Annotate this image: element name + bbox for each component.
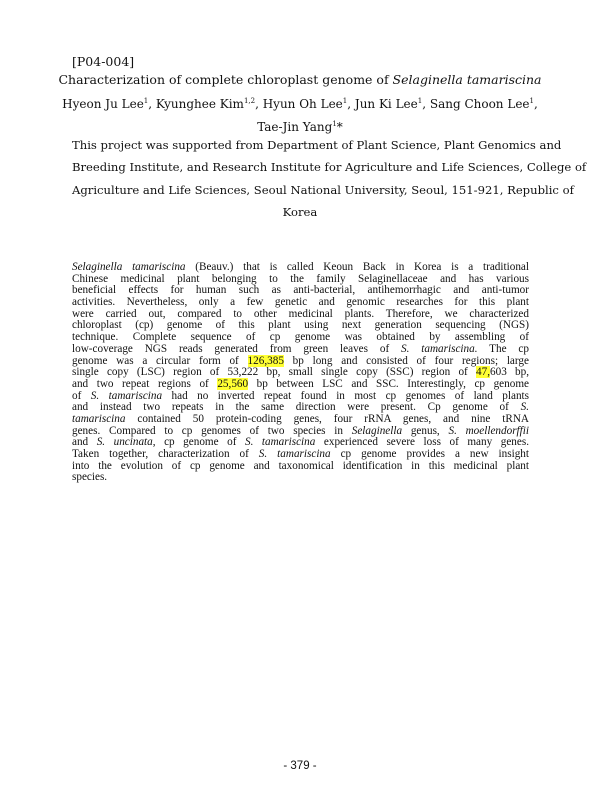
species-name: S. tamariscina: [244, 436, 316, 449]
affiliation-line: Korea: [282, 204, 318, 219]
title-prefix: Characterization of complete chloroplast genome of: [58, 72, 393, 87]
abstract-text: and: [72, 436, 97, 449]
abstract-text: genome was a circular form of: [72, 354, 248, 367]
abstract-line: were carried out, compared to other medicinal plants. Therefore, we characterized: [72, 307, 529, 320]
author-name: , Hyun Oh Lee: [255, 97, 343, 111]
abstract-text: low-coverage NGS reads generated from green leaves of: [72, 342, 402, 355]
author-name: Hyeon Ju Lee: [62, 97, 144, 111]
highlighted-number: 126,385: [247, 354, 284, 367]
species-name: S. uncinata: [96, 436, 153, 449]
affiliation-line: Breeding Institute, and Research Institute for Agriculture and Life Sciences, College of: [72, 160, 587, 175]
affiliation: [72, 134, 587, 223]
abstract-text: cp genome provides a new insight: [330, 448, 529, 460]
author-name: , Jun Ki Lee: [347, 97, 418, 111]
abstract-code: [P04-004]: [72, 54, 135, 69]
abstract-text: bp long and consisted of four regions; large: [283, 354, 529, 367]
abstract-line: [72, 449, 529, 461]
author-affiliation-mark: 1: [417, 97, 423, 105]
abstract-text: experienced severe loss of many genes.: [315, 436, 529, 449]
abstract-text: (Beauv.) that is called Keoun Back in Korea is a traditional: [185, 261, 529, 273]
abstract-line: species.: [72, 471, 108, 484]
author-affiliation-mark: 1,2: [243, 97, 256, 105]
author-affiliation-mark: 1: [143, 97, 149, 105]
abstract-text: The cp: [477, 342, 529, 355]
abstract-line: chloroplast (cp) genome of this plant using next generation sequencing (NGS): [72, 319, 529, 332]
abstract-line: activities. Nevertheless, only a few genetic and genomic researches for this plant: [72, 296, 529, 309]
abstract-line: beneficial effects for human such as anti-bacterial, antihemorrhagic and anti-tumor: [72, 284, 529, 297]
author-separator: ,: [534, 97, 538, 111]
affiliation-line: Agriculture and Life Sciences, Seoul National University, Seoul, 151-921, Republic of: [72, 182, 574, 197]
author-affiliation-mark: 1: [332, 120, 337, 128]
highlighted-number: 47,: [476, 366, 490, 379]
species-name: S. tamariscina.: [401, 342, 478, 355]
page-number: - 379 -: [283, 760, 317, 772]
abstract-text: , cp genome of: [152, 436, 245, 449]
abstract-text: of: [72, 389, 91, 402]
abstract-text: genus,: [402, 424, 449, 437]
author-line-1: [0, 93, 600, 116]
corresponding-author-mark: *: [336, 120, 343, 134]
abstract-text: Taken together, characterization of: [72, 448, 259, 460]
author-name: , Kyunghee Kim: [148, 97, 244, 111]
species-name: S. tamariscina: [90, 389, 163, 402]
abstract-line: technique. Complete sequence of cp genome was obtained by assembling of: [72, 331, 529, 344]
abstract-text: 603 bp,: [490, 366, 529, 379]
abstract-line: [72, 262, 529, 274]
abstract-body: [72, 262, 529, 484]
paper-title: [0, 72, 600, 87]
abstract-line: Chinese medicinal plant belonging to the family Selaginellaceae and has various: [72, 272, 529, 285]
title-species: Selaginella tamariscina: [392, 72, 542, 87]
abstract-text: single copy (LSC) region of 53,222 bp, small single copy (SSC) region of: [72, 366, 477, 379]
species-name: Selaginella tamariscina: [72, 261, 186, 273]
species-name: S.: [520, 401, 529, 414]
author-list: [0, 93, 600, 139]
abstract-text: and two repeat regions of: [72, 377, 218, 390]
abstract-text: contained 50 protein-coding genes, four rRNA genes, and nine tRNA: [125, 412, 529, 425]
species-name: tamariscina: [72, 412, 126, 425]
author-name: , Sang Choon Lee: [422, 97, 530, 111]
highlighted-number: 25,560: [217, 377, 249, 390]
affiliation-line: This project was supported from Department of Plant Science, Plant Genomics and: [72, 138, 562, 152]
genus-name: Selaginella: [351, 424, 403, 437]
abstract-text: genes. Compared to cp genomes of two species in: [72, 424, 352, 437]
abstract-text: had no inverted repeat found in most cp genomes of land plants: [162, 389, 529, 402]
species-name: S. tamariscina: [258, 448, 331, 460]
author-affiliation-mark: 1: [529, 97, 534, 105]
abstract-text: bp between LSC and SSC. Interestingly, cp genome: [248, 377, 530, 390]
abstract-text: and instead two repeats in the same direction were present. Cp genome of: [72, 401, 521, 414]
author-name: Tae-Jin Yang: [257, 120, 333, 134]
author-affiliation-mark: 1: [342, 97, 348, 105]
abstract-line: into the evolution of cp genome and taxonomical identification in this medicinal plant: [72, 459, 529, 472]
species-name: S. moellendorffii: [448, 424, 529, 437]
